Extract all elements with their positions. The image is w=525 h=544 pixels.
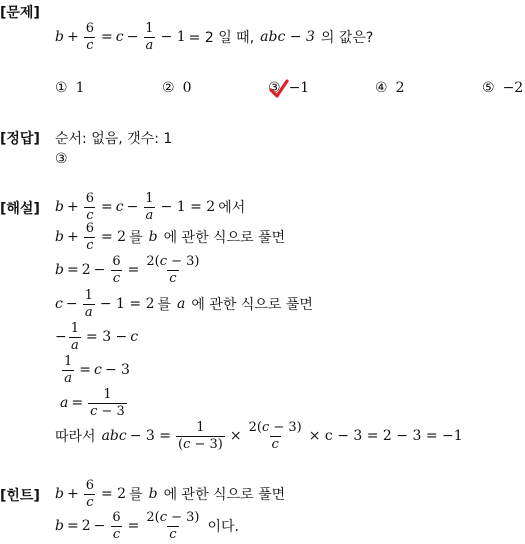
hint-line-1: b + $\frac{6}{c}$ = 2 를 b 에 관한 식으로 풀면 (55, 478, 286, 510)
problem-question: 의 값은? (320, 30, 374, 47)
answer-info: 순서: 없음, 갯수: 1 (55, 131, 173, 147)
solution-line-3: b = 2 − $\frac{6}{c}$ = $\frac{2(c - 3)}{c}$ (55, 254, 200, 286)
option-5[interactable]: ⑤ −2 (482, 80, 524, 96)
solution-line-2: b + $\frac{6}{c}$ = 2 를 b 에 관한 식으로 풀면 (55, 221, 286, 253)
option-2[interactable]: ② 0 (162, 80, 192, 96)
solution-tag: [해설] (0, 201, 40, 217)
hint-line-2: b = 2 − $\frac{6}{c}$ = $\frac{2(c - 3)}{c}$ 이다. (55, 510, 239, 542)
solution-line-7: a = $\frac{1}{c - 3}$ (60, 387, 125, 419)
fraction: $\frac{1}{a}$ (145, 21, 154, 53)
option-4[interactable]: ④ 2 (375, 80, 405, 96)
solution-line-8: 따라서 abc − 3 = $\frac{1}{(c - 3)}$ × $\frac{2(c - 3)}{c}$ × c − 3 = 2 − 3 = −1 (55, 420, 463, 452)
answer-choice: ③ (55, 151, 68, 167)
problem-tag: [문제] (0, 5, 40, 21)
checkmark-icon (268, 78, 290, 100)
solution-line-6: $\frac{1}{a}$ = c − 3 (64, 354, 130, 386)
option-3[interactable]: ③ −1 (268, 80, 310, 96)
solution-line-5: − $\frac{1}{a}$ = 3 − c (55, 321, 139, 353)
hint-tag: [힌트] (0, 488, 40, 504)
answer-tag: [정답] (0, 131, 40, 147)
solution-line-1: b + $\frac{6}{c}$ = c − $\frac{1}{a}$ − 1 = 2 에서 (55, 191, 246, 223)
problem-condition: = 2 일 때, (188, 30, 255, 47)
option-1[interactable]: ① 1 (55, 80, 85, 96)
problem-expression: abc − 3 (260, 29, 315, 46)
fraction: $\frac{6}{c}$ (85, 21, 94, 53)
problem-statement: b + $\frac{6}{c}$ = c − $\frac{1}{a}$ − 1 = 2 일 때, abc − 3 의 값은? (55, 21, 374, 53)
solution-line-4: c − $\frac{1}{a}$ − 1 = 2 를 a 에 관한 식으로 풀면 (55, 288, 313, 320)
